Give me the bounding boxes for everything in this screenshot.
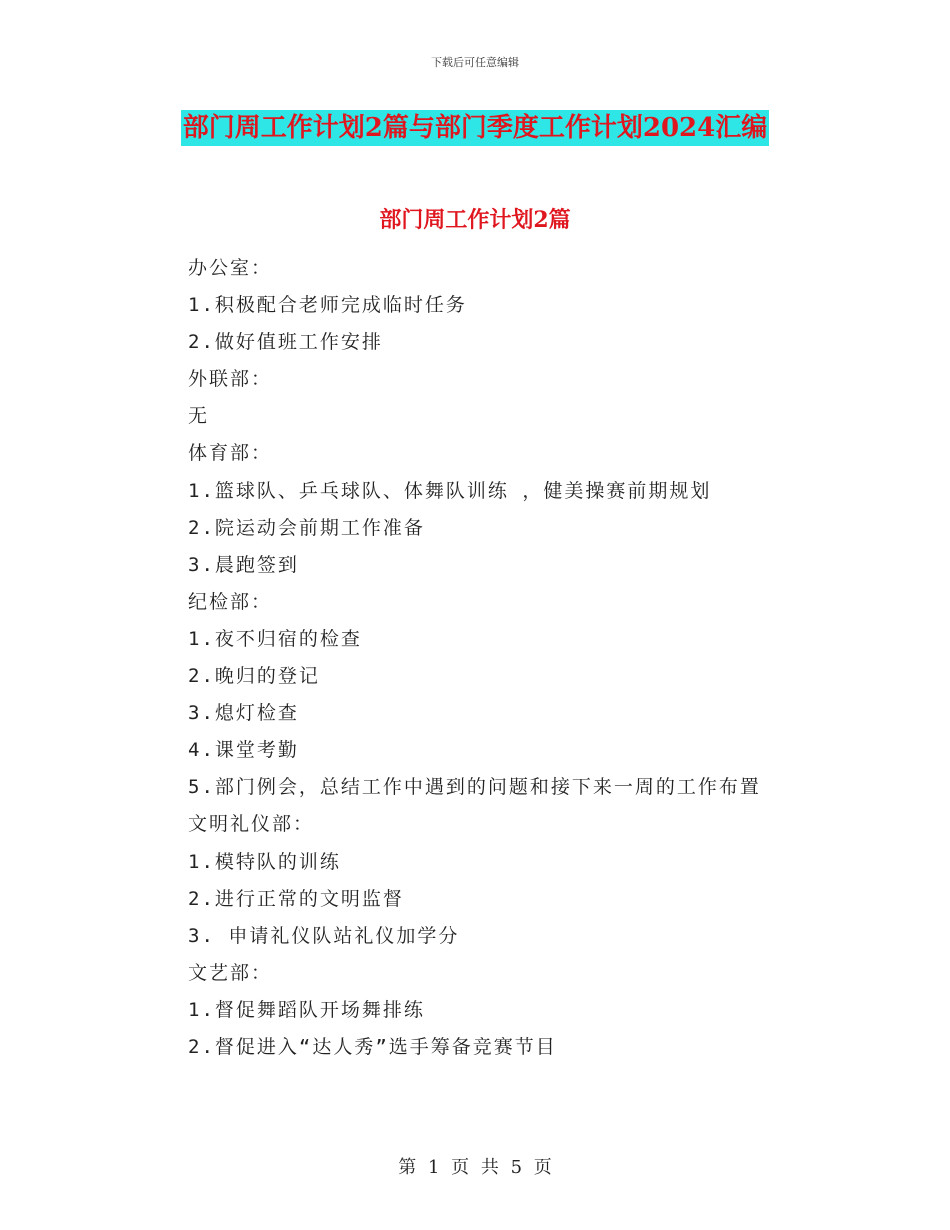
text-line: 1.模特队的训练 [188, 850, 341, 873]
text-line: 无 [188, 405, 210, 428]
text-line: 纪检部： [188, 590, 273, 613]
text-line: 1.夜不归宿的检查 [188, 627, 362, 650]
text-line: 2.晚归的登记 [188, 665, 320, 688]
document-body [188, 250, 868, 1066]
text-line: 1.篮球队、乒乓球队、体舞队训练 ，健美操赛前期规划 [188, 479, 712, 502]
text-line: 1.积极配合老师完成临时任务 [188, 294, 467, 317]
text-line: 3. 申请礼仪队站礼仪加学分 [188, 924, 460, 947]
text-line: 文艺部： [188, 961, 273, 984]
text-line: 1.督促舞蹈队开场舞排练 [188, 998, 425, 1021]
page-footer: 第 1 页 共 5 页 [398, 1157, 552, 1178]
text-line: 办公室： [188, 257, 273, 279]
document-title: 部门周工作计划2篇与部门季度工作计划2024汇编 [181, 110, 769, 146]
page-header: 下载后可任意编辑 [431, 56, 519, 69]
text-line: 文明礼仪部： [188, 813, 315, 836]
text-line: 4.课堂考勤 [188, 739, 299, 762]
document-title-wrapper [0, 110, 950, 146]
text-line: 5.部门例会，总结工作中遇到的问题和接下来一周的工作布置 [188, 776, 761, 799]
text-line: 3.晨跑签到 [188, 553, 299, 576]
text-line: 3.熄灯检查 [188, 702, 299, 725]
text-line: 2.督促进入“达人秀”选手筹备竞赛节目 [188, 1035, 557, 1058]
text-line: 体育部： [188, 442, 273, 465]
text-line: 2.院运动会前期工作准备 [188, 516, 425, 539]
section-title: 部门周工作计划2篇 [379, 207, 571, 233]
text-line: 2.做好值班工作安排 [188, 331, 383, 354]
text-line: 外联部： [188, 368, 273, 391]
text-line: 2.进行正常的文明监督 [188, 887, 404, 910]
